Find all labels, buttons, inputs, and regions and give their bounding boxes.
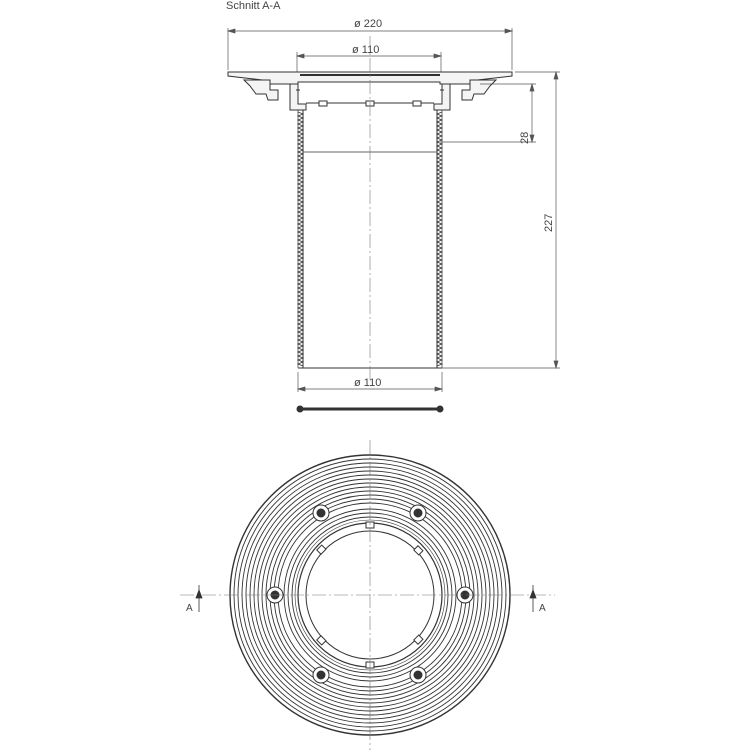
dim-total-height-label: 227: [543, 213, 555, 232]
screw-boss: [410, 505, 426, 521]
plan-view-centerlines: [180, 440, 555, 750]
pipe-thread-right: [437, 112, 442, 366]
section-marker-right: [530, 585, 536, 612]
dim-outlet-top-diameter-label: ø 110: [352, 44, 380, 56]
sealing-ring: [297, 406, 443, 412]
screw-boss: [313, 667, 329, 683]
dim-flange-depth-label: 28: [519, 131, 531, 144]
section-title: Schnitt A-A: [226, 0, 281, 12]
pipe-thread-left: [298, 112, 303, 366]
screw-boss: [410, 667, 426, 683]
dim-flange-diameter-label: ø 220: [354, 18, 383, 30]
section-marker-left: [196, 585, 202, 612]
screw-boss: [313, 505, 329, 521]
section-marker-left-label: A: [186, 603, 193, 614]
dim-pipe-bottom-diameter-label: ø 110: [354, 377, 382, 389]
dim-vertical: [440, 72, 560, 368]
section-marker-right-label: A: [539, 603, 546, 614]
